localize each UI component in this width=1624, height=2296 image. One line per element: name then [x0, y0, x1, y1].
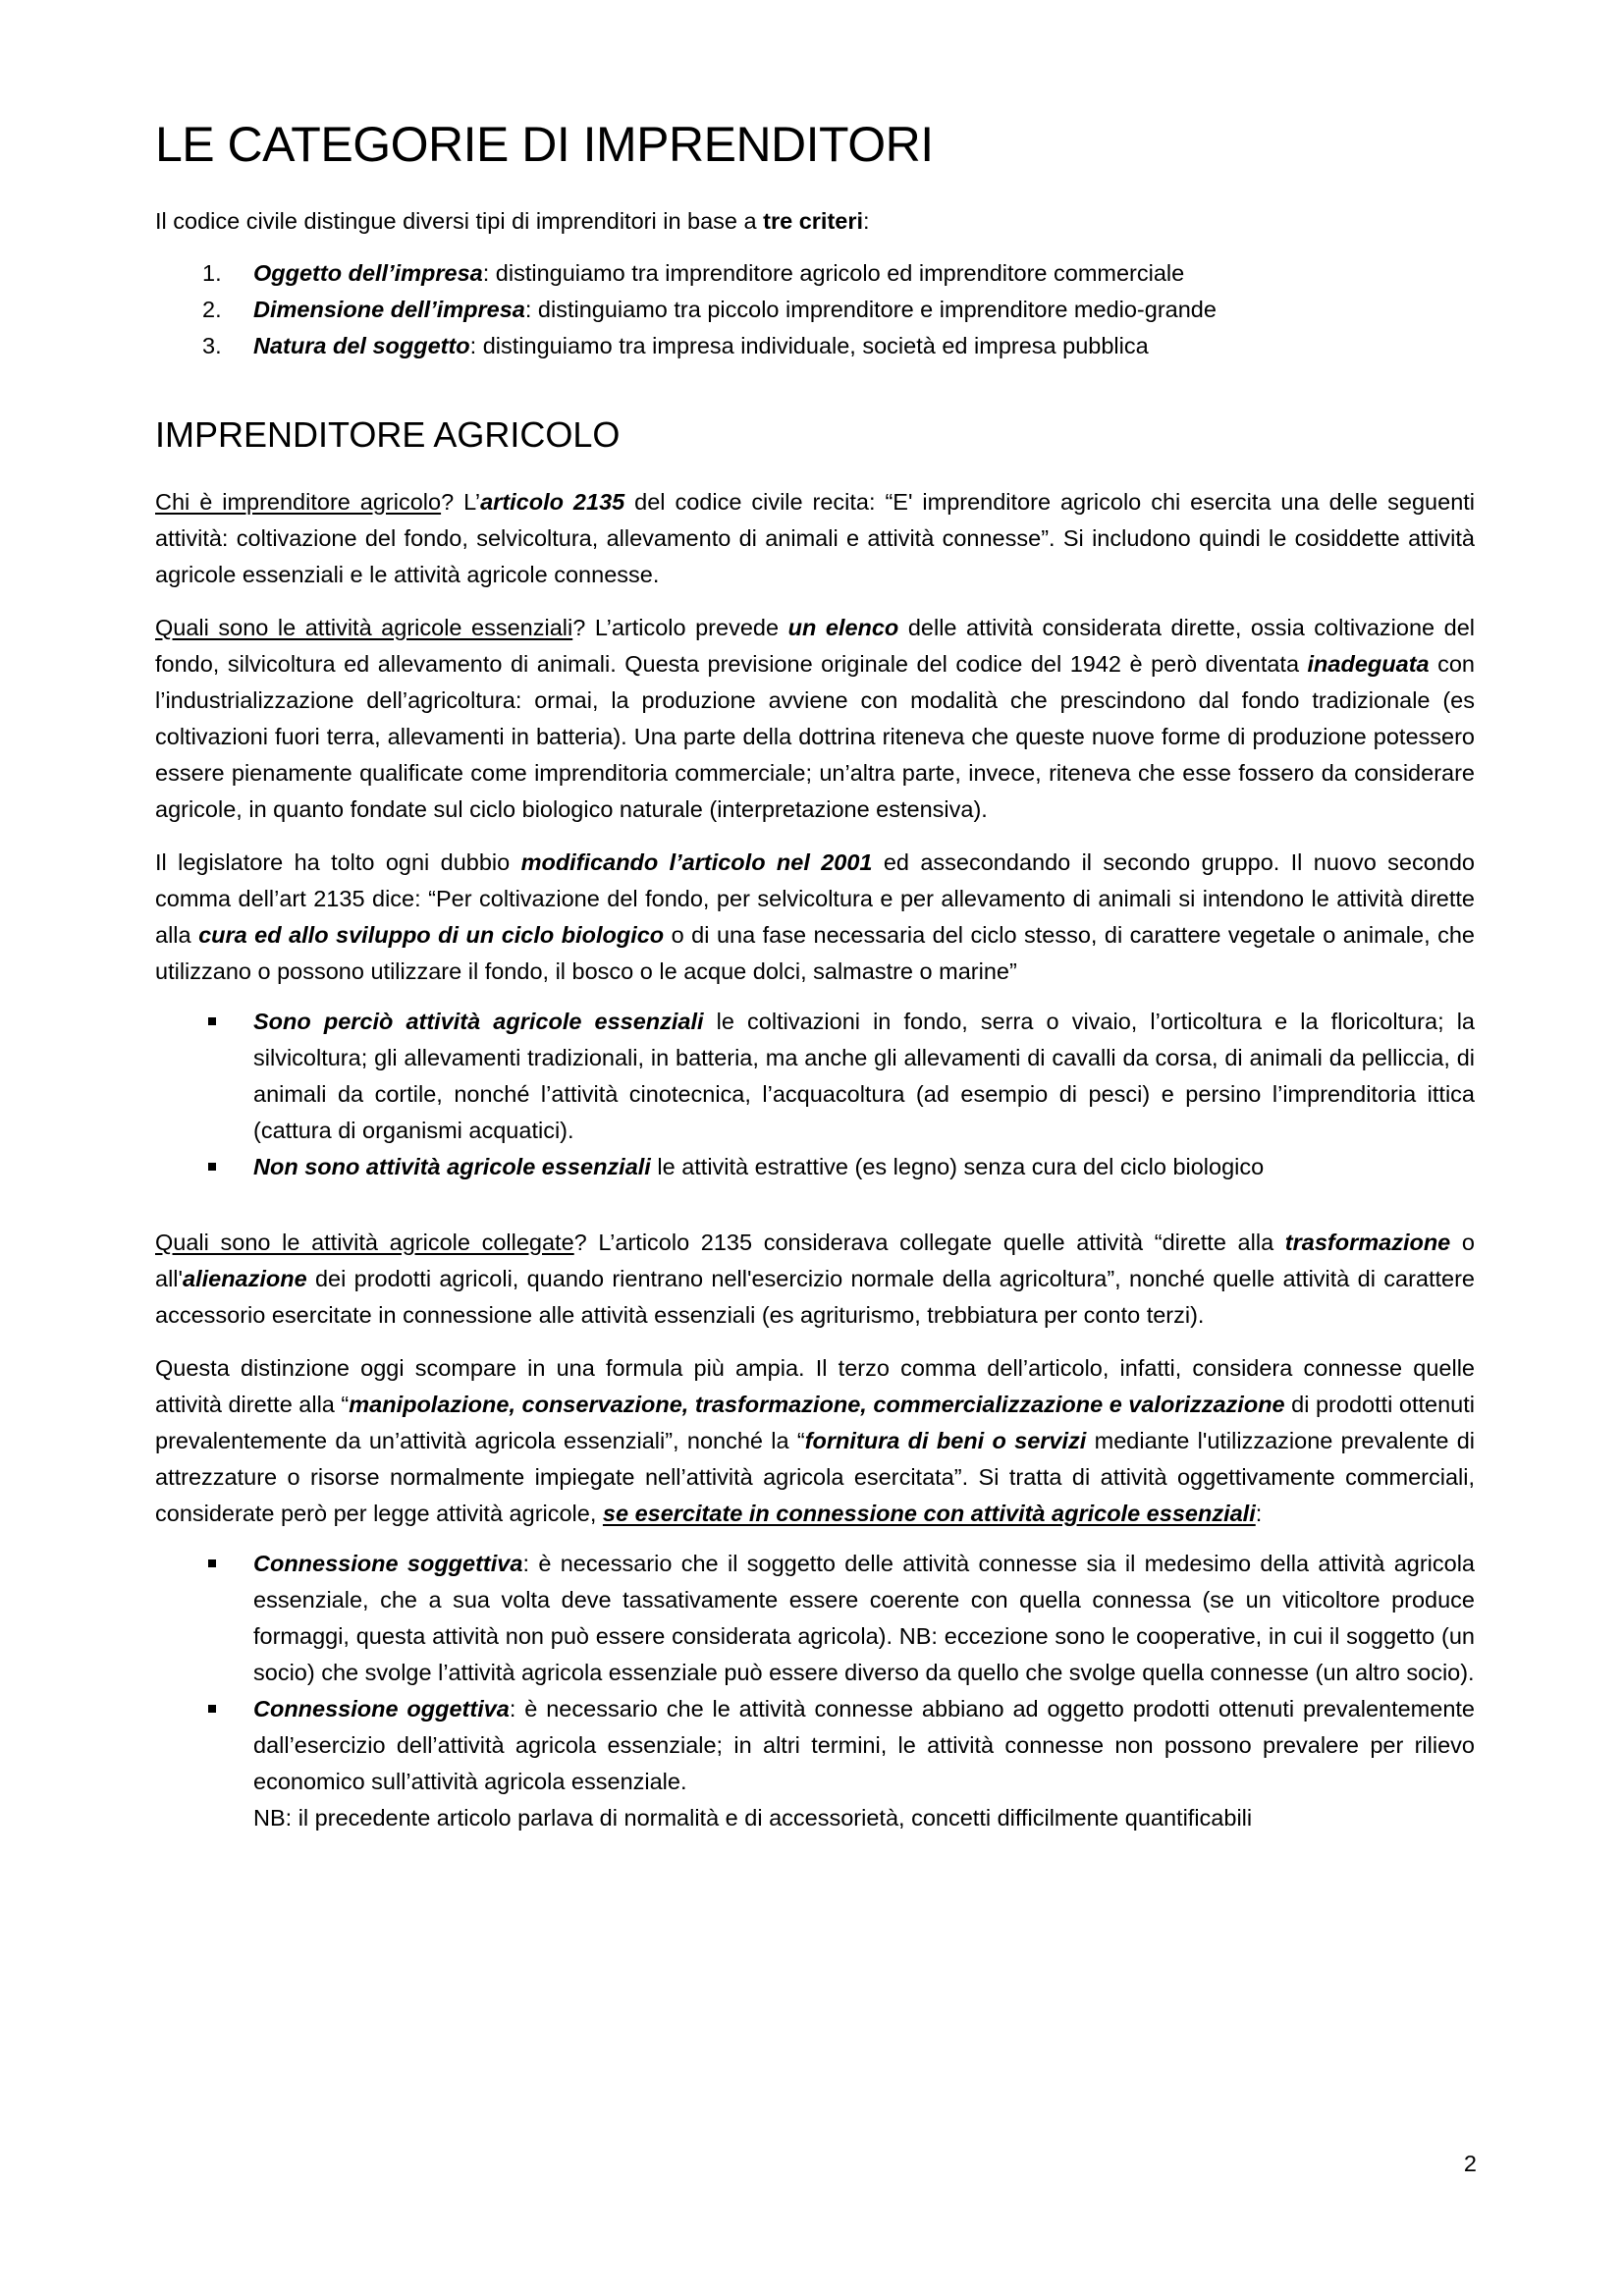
text-run: :	[1255, 1500, 1263, 1526]
emphasis: alienazione	[183, 1265, 307, 1291]
bullet-square-icon	[208, 1559, 216, 1567]
text-run: ? L’articolo 2135 considerava collegate quelle attività “dirette alla	[573, 1229, 1285, 1255]
text-run: le coltivazioni in fondo, serra o vivaio, l’orticoltura e la floricoltura; la silvicoltura; gli allevamenti tradizionali, in batteria, ma anche gli allevamenti di cavalli da corsa, di animali da pelliccia, di animali da cortile, nonché l’attività cinotecnica, l’acquacoltura (ad esempio di pesci) e persino l’imprenditoria ittica (cattura di organismi acquatici).	[253, 1008, 1475, 1143]
criteria-text: : distinguiamo tra impresa individuale, società ed impresa pubblica	[469, 333, 1149, 358]
emphasis: cura ed allo sviluppo di un ciclo biologico	[198, 921, 665, 948]
list-number: 2.	[202, 297, 222, 322]
paragraph-essential	[155, 610, 1475, 828]
text-run: mediante l'utilizzazione prevalente di attrezzature o risorse normalmente impiegate nell’attività agricola esercitata”. Si tratta di attività oggettivamente commerciali, considerate però per legge attività agricole,	[155, 1427, 1475, 1526]
intro-text: Il codice civile distingue diversi tipi di imprenditori in base a	[155, 208, 764, 234]
text-run: con l’industrializzazione dell’agricoltura: ormai, la produzione avviene con modalità che prescindono dal fondo tradizionale (es coltivazioni fuori terra, allevamenti in batteria). Una parte della dottrina riteneva che queste nuove forme di produzione potessero essere pienamente qualificate come imprenditoria commerciale; un’altra parte, invece, riteneva che esse fossero da considerare agricole, in quanto fondate sul ciclo biologico naturale (interpretazione estensiva).	[155, 650, 1475, 822]
emphasis: modificando l’articolo nel 2001	[520, 848, 873, 875]
bullet-square-icon	[208, 1017, 216, 1025]
list-number: 1.	[202, 260, 222, 286]
section-title: IMPRENDITORE AGRICOLO	[155, 414, 621, 455]
text-run: : è necessario che le attività connesse abbiano ad oggetto prodotti ottenuti prevalentemente dall’esercizio dell’attività agricola essenziale; in altri termini, le attività connesse non possono prevalere per rilievo economico sull’attività agricola essenziale.	[253, 1695, 1475, 1794]
paragraph-legislator	[155, 845, 1475, 990]
page-number: 2	[1463, 2151, 1477, 2176]
bullet-term: Connessione oggettiva	[253, 1695, 510, 1722]
list-number: 3.	[202, 333, 222, 358]
list-item	[155, 1691, 1475, 1836]
emphasis: fornitura di beni o servizi	[804, 1427, 1087, 1453]
paragraph-who	[155, 484, 1475, 593]
criteria-text: : distinguiamo tra imprenditore agricolo ed imprenditore commerciale	[482, 260, 1185, 286]
text-run: : è necessario che il soggetto delle attività connesse sia il medesimo della attività agricola essenziale, che a sua volta deve tassativamente essere coerente con quella connessa (se un viticoltore produce formaggi, questa attività non può essere considerata agricola). NB: eccezione sono le cooperative, in cui il soggetto (un socio) che svolge l’attività agricola essenziale può essere diverso da quello che svolge quella connesse (un altro socio).	[253, 1550, 1475, 1685]
text-run: ? L’	[441, 488, 481, 515]
text-run: ed assecondando il secondo gruppo. Il nuovo secondo comma dell’art 2135 dice: “Per coltivazione del fondo, per selvicoltura e per allevamento di animali si intendono le attività dirette alla	[155, 848, 1475, 948]
emphasis: manipolazione, conservazione, trasformazione, commercializzazione e valorizzazione	[349, 1391, 1285, 1417]
list-item	[155, 1149, 1475, 1185]
list-item	[155, 1546, 1475, 1691]
emphasis: se esercitate in connessione con attività agricole essenziali	[602, 1500, 1256, 1526]
connection-bullets	[155, 1546, 1475, 1836]
text-run: del codice civile recita: “E' imprenditore agricolo chi esercita una delle seguenti attività: coltivazione del fondo, selvicoltura, allevamento di animali e attività connesse”. Si includono quindi le cosiddette attività agricole essenziali e le attività agricole connesse.	[155, 488, 1476, 587]
text-run: o di una fase necessaria del ciclo stesso, di carattere vegetale o animale, che utilizzano o possono utilizzare il fondo, il bosco o le acque dolci, salmastre o marine”	[155, 921, 1475, 984]
emphasis: articolo 2135	[480, 488, 625, 515]
nb-note: NB: il precedente articolo parlava di normalità e di accessorietà, concetti difficilmente quantificabili	[253, 1804, 1253, 1831]
list-item	[155, 1004, 1475, 1149]
text-run: dei prodotti agricoli, quando rientrano nell'esercizio normale della agricoltura”, nonché quelle attività di carattere accessorio esercitate in connessione alle attività essenziali (es agriturismo, trebbiatura per conto terzi).	[155, 1265, 1475, 1328]
criteria-list	[155, 255, 1475, 364]
question-heading: Quali sono le attività agricole essenziali	[155, 614, 573, 640]
intro-colon: :	[863, 208, 870, 234]
paragraph-distinction	[155, 1350, 1475, 1532]
page-title: LE CATEGORIE DI IMPRENDITORI	[155, 117, 934, 172]
text-run: le attività estrattive (es legno) senza cura del ciclo biologico	[650, 1153, 1265, 1179]
paragraph-collegate	[155, 1225, 1475, 1334]
text-run: ? L’articolo prevede	[572, 614, 788, 640]
text-run: Il legislatore ha tolto ogni dubbio	[155, 848, 521, 875]
bullet-term: Connessione soggettiva	[253, 1550, 523, 1576]
essential-bullets	[155, 1004, 1475, 1185]
bullet-square-icon	[208, 1705, 216, 1713]
bullet-term: Sono perciò attività agricole essenziali	[253, 1008, 704, 1034]
criteria-item	[155, 328, 1475, 364]
bullet-square-icon	[208, 1163, 216, 1171]
criteria-item	[155, 292, 1475, 328]
text-run: di prodotti ottenuti prevalentemente da un’attività agricola essenziali”, nonché la “	[155, 1391, 1475, 1453]
text-run: o all'	[155, 1229, 1475, 1291]
criteria-term: Natura del soggetto	[253, 333, 470, 358]
bullet-term: Non sono attività agricole essenziali	[253, 1153, 651, 1179]
criteria-item	[155, 255, 1475, 292]
text-run: Questa distinzione oggi scompare in una formula più ampia. Il terzo comma dell’articolo, infatti, considera connesse quelle attività dirette alla “	[155, 1354, 1475, 1417]
criteria-text: : distinguiamo tra piccolo imprenditore e imprenditore medio-grande	[524, 297, 1217, 322]
emphasis: un elenco	[787, 614, 899, 640]
emphasis: inadeguata	[1307, 650, 1430, 677]
criteria-term: Dimensione dell’impresa	[253, 297, 525, 322]
emphasis: trasformazione	[1284, 1229, 1451, 1255]
question-heading: Quali sono le attività agricole collegate	[155, 1229, 574, 1255]
intro-paragraph	[155, 203, 1475, 240]
intro-bold: tre criteri	[763, 208, 864, 234]
text-run: delle attività considerata dirette, ossia coltivazione del fondo, silvicoltura ed allevamento di animali. Questa previsione originale del codice del 1942 è però diventata	[155, 614, 1475, 677]
question-heading: Chi è imprenditore agricolo	[155, 488, 442, 515]
criteria-term: Oggetto dell’impresa	[253, 260, 483, 286]
